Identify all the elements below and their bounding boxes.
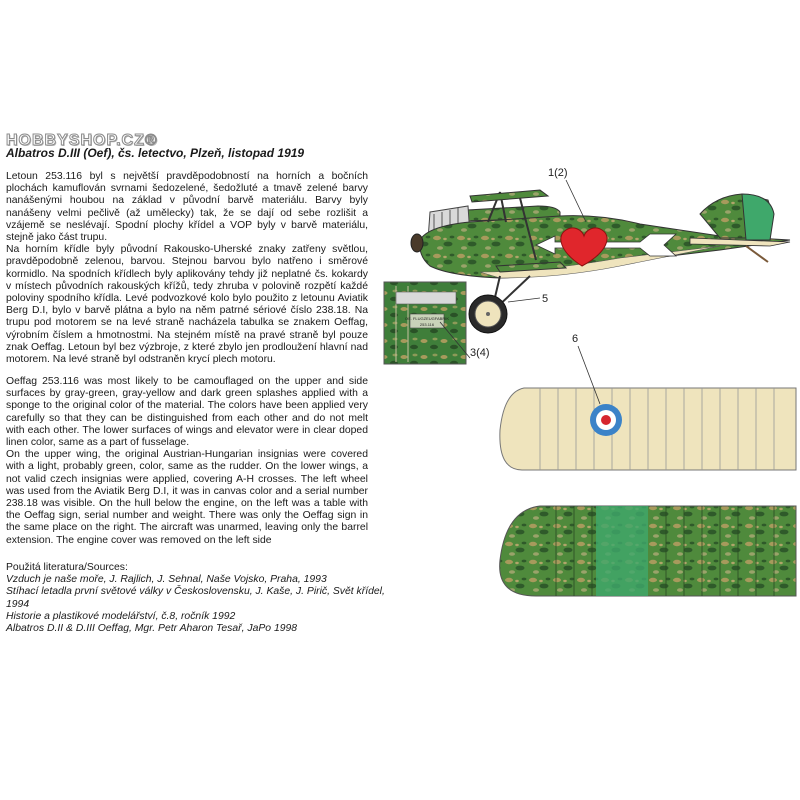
source-item: Stíhací letadla první světové války v Československu, J. Kaše, J. Pirič, Svět křídel, 1994 [6,586,385,610]
source-item: Historie a plastikové modelářství, č.8, ročník 1992 [6,610,236,622]
english-paragraph: On the upper wing, the original Austrian-Hungarian insignias were covered with a light, probably green, color, same as the rudder. On the lower wings, a not valid czech insignias were applied, covering A-H crosses. The left wheel was used from the Aviatik Berg D.I, it was in canvas color and a serial number 238.18 was visible. On the hull below the engine, on the left was a table with the Oeffag sign, serial number and weight. There was only the Oeffag sign in the same place on the right. The aircraft was unarmed, leaving only the barrel extension. The engine cover was removed on the left side [6,449,368,546]
english-paragraph: Oeffag 253.116 was most likely to be camouflaged on the upper and side surfaces by gray-green, gray-yellow and dark green splashes applied with a sponge to the original color of the material. The colors have been applied very carefully so that they can be distinguished from each other and do not melt with each other. The lower surfaces of wings and elevator were in clear doped linen color, same as a part of fusselage. [6,376,368,449]
callout-5-label: 5 [542,293,549,305]
callout-1-label: 1(2) [548,167,568,179]
source-item: Albatros D.II & D.III Oeffag, Mgr. Petr Aharon Tesař, JaPo 1998 [6,623,298,635]
czech-paragraph: Letoun 253.116 byl s největší pravděpodobností na horních a bočních plochách kamuflován svrnami šedozelené, šedožluté a tmavě zelené barvy nanášenými houbou na základ v původní barvě materiálu. Barvy byly nanášeny velmi pečlivě (až umělecky) tak, že se dají od sebe rozlišit a vzájemě se neslévají. Spodní plochy křídel a VOP byly v barvě materiálu, stejně jako část trupu. [6,171,368,244]
side-view-aircraft [411,190,790,333]
upper-wing-top-view [500,506,796,596]
page-title: Albatros D.III (Oef), čs. letectvo, Plzeň, listopad 1919 [6,146,305,160]
overpainted-insignia [596,506,648,596]
cockade-inner [601,415,611,425]
watermark: HOBBYSHOP.CZ® [6,132,158,149]
callout-6-label: 6 [572,333,579,345]
lower-wing-underside [500,388,796,470]
rudder [742,194,774,240]
callout-5 [508,293,548,305]
propeller-hub [411,234,423,252]
callout-3-label: 3(4) [470,347,490,359]
sources-heading: Použitá literatura/Sources: [6,562,128,573]
plate-line-1: OE. FLUGZEUGFABRIK [404,316,450,321]
engine-plate-detail [384,282,466,364]
plate-line-2: 253.116 [419,322,435,327]
czech-paragraph: Na horním křídle byly původní Rakousko-Uherské znaky zatřeny světlou, pravděpodobně zelenou, barvou. Stejnou barvou bylo natřeno i směrové kormidlo. Na spodních křídlech byly aplikovány tehdy již neplatné čs. kokardy v místech původních rakouských křížů, tedy zhruba v polovině rozpětí každé poloviny spodního křídla. Levé podvozkové kolo bylo použito z letounu Aviatik Berg D.I, bylo v barvě plátna a bylo na něm patrné sériové číslo 238.18. Na trupu pod motorem se na levé straně nacházela tabulka se znakem Oeffag, výrobním číslem a hmotnostmi. Na stejném místě na pravé straně byl pouze znak Oeffag. Letoun byl bez výzbroje, z které zbylo jen prodloužení hlavní nad motorem. Na levé straně byl odstraněn krycí plech motoru. [6,244,368,366]
source-item: Vzduch je naše moře, J. Rajlich, J. Sehnal, Naše Vojsko, Praha, 1993 [6,574,327,586]
